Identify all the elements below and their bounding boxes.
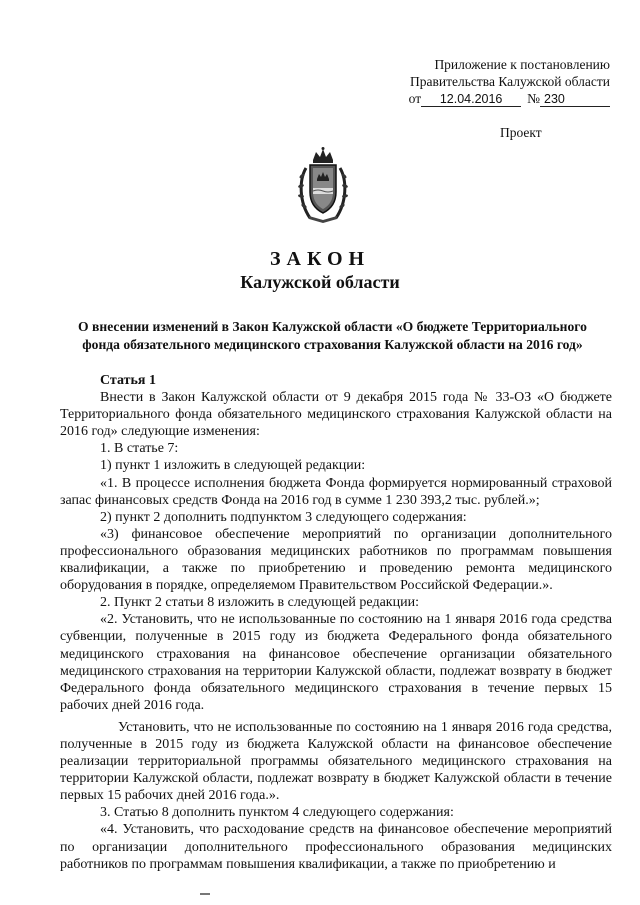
law-region-title: Калужской области xyxy=(240,272,400,292)
paragraph: «2. Установить, что не использованные по состоянию на 1 января 2016 года средства субвенции, полученные в 2015 году из бюджета Федерального фонда обязательного медицинского страхования на финансовое обеспечение организации обязательного медицинского страхования на территории Калужской области, подлежат возврату в бюджет Федерального фонда обязательного медицинского страхования в течение первых 15 рабочих дней 2016 года. xyxy=(60,612,612,713)
article-heading: Статья 1 xyxy=(100,373,156,388)
resolution-number: 230 xyxy=(540,92,610,107)
law-subject: О внесении изменений в Закон Калужской области «О бюджете Территориального фонда обязательного медицинского страхования Калужской области на 2016 год» xyxy=(78,319,587,352)
paragraph: 2) пункт 2 дополнить подпунктом 3 следующего содержания: xyxy=(100,509,467,525)
paragraph: 3. Статью 8 дополнить пунктом 4 следующего содержания: xyxy=(100,805,454,821)
paragraph: «3) финансовое обеспечение мероприятий по организации дополнительного профессионального образования медицинских работников по программам повышения квалификации, а также по приобретению и проведению ремонта медицинского оборудования в порядке, определяемом Правительством Российской Федерации.». xyxy=(60,526,612,594)
appendix-block xyxy=(380,56,610,107)
number-prefix: № xyxy=(527,91,540,106)
appendix-line-1: Приложение к постановлению xyxy=(434,57,610,72)
resolution-date-line xyxy=(380,90,610,107)
resolution-date: 12.04.2016 xyxy=(421,92,521,107)
law-body xyxy=(60,372,612,873)
appendix-line-2: Правительства Калужской области xyxy=(409,74,610,89)
paragraph: 1. В статье 7: xyxy=(100,441,179,457)
law-title: ЗАКОН xyxy=(269,248,371,270)
date-prefix: от xyxy=(408,91,422,106)
project-label: Проект xyxy=(500,125,542,140)
paragraph: 1) пункт 1 изложить в следующей редакции: xyxy=(100,458,366,474)
paragraph: 2. Пункт 2 статьи 8 изложить в следующей редакции: xyxy=(100,595,419,611)
page-mark xyxy=(200,893,210,895)
paragraph: «1. В процессе исполнения бюджета Фонда формируется нормированный страховой запас финансовых средств Фонда на 2016 год в сумме 1 230 393,2 тыс. рублей.»; xyxy=(60,475,612,508)
paragraph: «4. Установить, что расходование средств на финансовое обеспечение мероприятий по организации дополнительного профессионального образования медицинских работников по программам повышения квалификации, а также по приобретению и xyxy=(60,822,612,872)
paragraph: Установить, что не использованные по состоянию на 1 января 2016 года средства, полученные в 2015 году из бюджета Калужской области на финансовое обеспечение реализации территориальной программы обязательного медицинского страхования на территории Калужской области, подлежат возврату в бюджет Калужской области в течение первых 15 рабочих дней 2016 года.». xyxy=(60,719,612,804)
paragraph: Внести в Закон Калужской области от 9 декабря 2015 года № 33-ОЗ «О бюджете Территориального фонда обязательного медицинского страхования Калужской области на 2016 год» следующие изменения: xyxy=(60,390,612,440)
coat-of-arms-icon xyxy=(296,146,350,224)
